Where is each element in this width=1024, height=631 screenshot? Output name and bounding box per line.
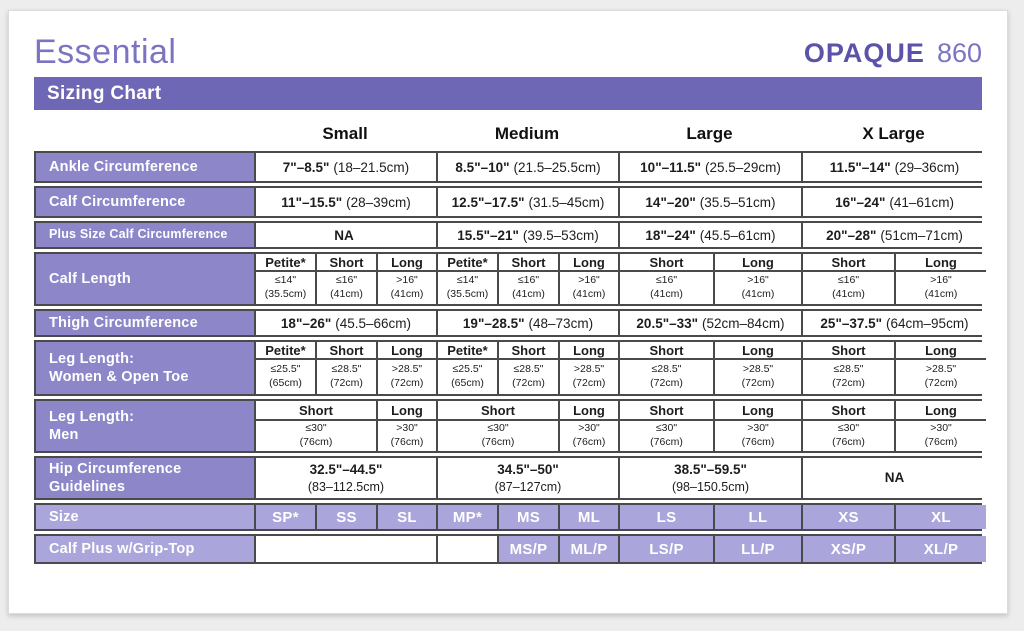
sizing-table [34, 119, 982, 564]
calf-length-value: >16" (41cm) [376, 272, 436, 304]
ankle-medium-cell: 8.5"–10" (21.5–25.5cm) [436, 153, 618, 181]
leg-women-subheader: Short [315, 342, 376, 360]
hip-small-cell: 32.5"–44.5" (83–112.5cm) [254, 458, 436, 498]
column-header-xlarge: X Large [862, 124, 925, 143]
row-label-thigh: Thigh Circumference [36, 311, 254, 335]
plus-calf-large-cell: 18"–24" (45.5–61cm) [618, 223, 801, 247]
calf-xlarge-cell: 16"–24" (41–61cm) [801, 188, 986, 216]
row-label-hip: Hip Circumference Guidelines [36, 458, 254, 498]
leg-women-value: ≤28.5" (72cm) [497, 360, 558, 394]
leg-men-value: ≤30" (76cm) [436, 421, 558, 451]
leg-women-subheader: Petite* [436, 342, 497, 360]
leg-women-value: ≤28.5" (72cm) [618, 360, 713, 394]
size-code-cell: ML [558, 505, 618, 529]
thigh-large-cell: 20.5"–33" (52cm–84cm) [618, 311, 801, 335]
leg-men-subheader: Short [618, 401, 713, 421]
leg-men-subheader: Short [436, 401, 558, 421]
sizing-chart-card [8, 10, 1008, 614]
plus-calf-small-cell: NA [254, 223, 436, 247]
column-header-medium: Medium [494, 124, 560, 143]
row-label-size: Size [36, 505, 254, 529]
leg-men-subheader: Short [254, 401, 376, 421]
leg-women-value: ≤28.5" (72cm) [801, 360, 894, 394]
row-size [34, 503, 982, 531]
row-label-leg-women: Leg Length: Women & Open Toe [36, 342, 254, 394]
leg-women-subheader: Petite* [254, 342, 315, 360]
calf-medium-cell: 12.5"–17.5" (31.5–45cm) [436, 188, 618, 216]
size-code-cell: XS [801, 505, 894, 529]
leg-women-subheader: Long [376, 342, 436, 360]
leg-women-value: ≤25.5" (65cm) [254, 360, 315, 394]
model-number: 860 [936, 38, 982, 68]
calf-plus-empty-small [254, 536, 436, 562]
calf-plus-code-cell: LS/P [618, 536, 713, 562]
calf-length-subheader: Long [894, 254, 986, 272]
leg-men-value: ≤30" (76cm) [618, 421, 713, 451]
banner-title: Sizing Chart [34, 77, 982, 110]
row-label-ankle: Ankle Circumference [36, 153, 254, 181]
leg-women-value: ≤28.5" (72cm) [315, 360, 376, 394]
ankle-large-cell: 10"–11.5" (25.5–29cm) [618, 153, 801, 181]
row-calf-length [34, 252, 982, 306]
row-ankle-circumference [34, 151, 982, 183]
leg-women-subheader: Short [497, 342, 558, 360]
calf-plus-code-cell: ML/P [558, 536, 618, 562]
leg-men-subheader: Long [894, 401, 986, 421]
leg-men-value: ≤30" (76cm) [801, 421, 894, 451]
ankle-small-cell: 7"–8.5" (18–21.5cm) [254, 153, 436, 181]
leg-women-value: >28.5" (72cm) [713, 360, 801, 394]
leg-men-value: >30" (76cm) [894, 421, 986, 451]
row-hip-circumference [34, 456, 982, 500]
calf-plus-code-cell: XS/P [801, 536, 894, 562]
calf-plus-empty-mp [436, 536, 497, 562]
leg-women-subheader: Short [618, 342, 713, 360]
calf-length-value: ≤16" (41cm) [801, 272, 894, 304]
leg-women-value: >28.5" (72cm) [376, 360, 436, 394]
top-header [9, 11, 1007, 77]
hip-large-cell: 38.5"–59.5" (98–150.5cm) [618, 458, 801, 498]
size-code-cell: LL [713, 505, 801, 529]
plus-calf-medium-cell: 15.5"–21" (39.5–53cm) [436, 223, 618, 247]
leg-men-subheader: Long [713, 401, 801, 421]
hip-xlarge-cell: NA [801, 458, 986, 498]
plus-calf-xlarge-cell: 20"–28" (51cm–71cm) [801, 223, 986, 247]
row-leg-length-men [34, 399, 982, 453]
calf-length-subheader: Short [801, 254, 894, 272]
calf-length-subheader: Short [315, 254, 376, 272]
thigh-small-cell: 18"–26" (45.5–66cm) [254, 311, 436, 335]
leg-women-subheader: Short [801, 342, 894, 360]
size-code-cell: MS [497, 505, 558, 529]
row-label-calf-length: Calf Length [36, 254, 254, 304]
leg-women-subheader: Long [894, 342, 986, 360]
size-code-cell: SS [315, 505, 376, 529]
row-calf-circumference [34, 186, 982, 218]
row-plus-size-calf [34, 221, 982, 249]
calf-length-value: >16" (41cm) [894, 272, 986, 304]
calf-length-subheader: Petite* [254, 254, 315, 272]
size-code-cell: SP* [254, 505, 315, 529]
product-line-title: Essential [34, 33, 177, 71]
leg-men-subheader: Long [558, 401, 618, 421]
calf-length-value: >16" (41cm) [713, 272, 801, 304]
size-code-cell: MP* [436, 505, 497, 529]
calf-plus-code-cell: XL/P [894, 536, 986, 562]
leg-men-value: >30" (76cm) [376, 421, 436, 451]
leg-men-subheader: Short [801, 401, 894, 421]
thigh-xlarge-cell: 25"–37.5" (64cm–95cm) [801, 311, 986, 335]
leg-men-value: >30" (76cm) [713, 421, 801, 451]
brand-block [804, 40, 982, 69]
row-label-plus-calf: Plus Size Calf Circumference [36, 223, 254, 247]
leg-men-value: >30" (76cm) [558, 421, 618, 451]
row-calf-plus-grip-top [34, 534, 982, 564]
calf-small-cell: 11"–15.5" (28–39cm) [254, 188, 436, 216]
calf-length-subheader: Short [497, 254, 558, 272]
calf-plus-code-cell: MS/P [497, 536, 558, 562]
calf-length-subheader: Long [376, 254, 436, 272]
leg-men-subheader: Long [376, 401, 436, 421]
calf-length-value: ≤14" (35.5cm) [436, 272, 497, 304]
leg-men-value: ≤30" (76cm) [254, 421, 376, 451]
size-code-cell: XL [894, 505, 986, 529]
leg-women-subheader: Long [713, 342, 801, 360]
calf-large-cell: 14"–20" (35.5–51cm) [618, 188, 801, 216]
calf-length-value: ≤16" (41cm) [315, 272, 376, 304]
calf-length-subheader: Long [558, 254, 618, 272]
leg-women-value: >28.5" (72cm) [558, 360, 618, 394]
size-code-cell: LS [618, 505, 713, 529]
ankle-xlarge-cell: 11.5"–14" (29–36cm) [801, 153, 986, 181]
column-header-small: Small [322, 124, 368, 143]
column-header-row [34, 119, 982, 149]
size-code-cell: SL [376, 505, 436, 529]
calf-length-value: >16" (41cm) [558, 272, 618, 304]
brand-name: OPAQUE [803, 38, 925, 68]
row-label-leg-men: Leg Length: Men [36, 401, 254, 451]
row-thigh-circumference [34, 309, 982, 337]
calf-length-value: ≤16" (41cm) [618, 272, 713, 304]
row-label-calf-plus: Calf Plus w/Grip-Top [36, 536, 254, 562]
calf-length-subheader: Petite* [436, 254, 497, 272]
leg-women-value: >28.5" (72cm) [894, 360, 986, 394]
calf-length-value: ≤14" (35.5cm) [254, 272, 315, 304]
row-leg-length-women [34, 340, 982, 396]
calf-length-subheader: Short [618, 254, 713, 272]
column-header-large: Large [686, 124, 733, 143]
leg-women-value: ≤25.5" (65cm) [436, 360, 497, 394]
leg-women-subheader: Long [558, 342, 618, 360]
row-label-calf: Calf Circumference [36, 188, 254, 216]
thigh-medium-cell: 19"–28.5" (48–73cm) [436, 311, 618, 335]
hip-medium-cell: 34.5"–50" (87–127cm) [436, 458, 618, 498]
calf-length-value: ≤16" (41cm) [497, 272, 558, 304]
calf-length-subheader: Long [713, 254, 801, 272]
calf-plus-code-cell: LL/P [713, 536, 801, 562]
